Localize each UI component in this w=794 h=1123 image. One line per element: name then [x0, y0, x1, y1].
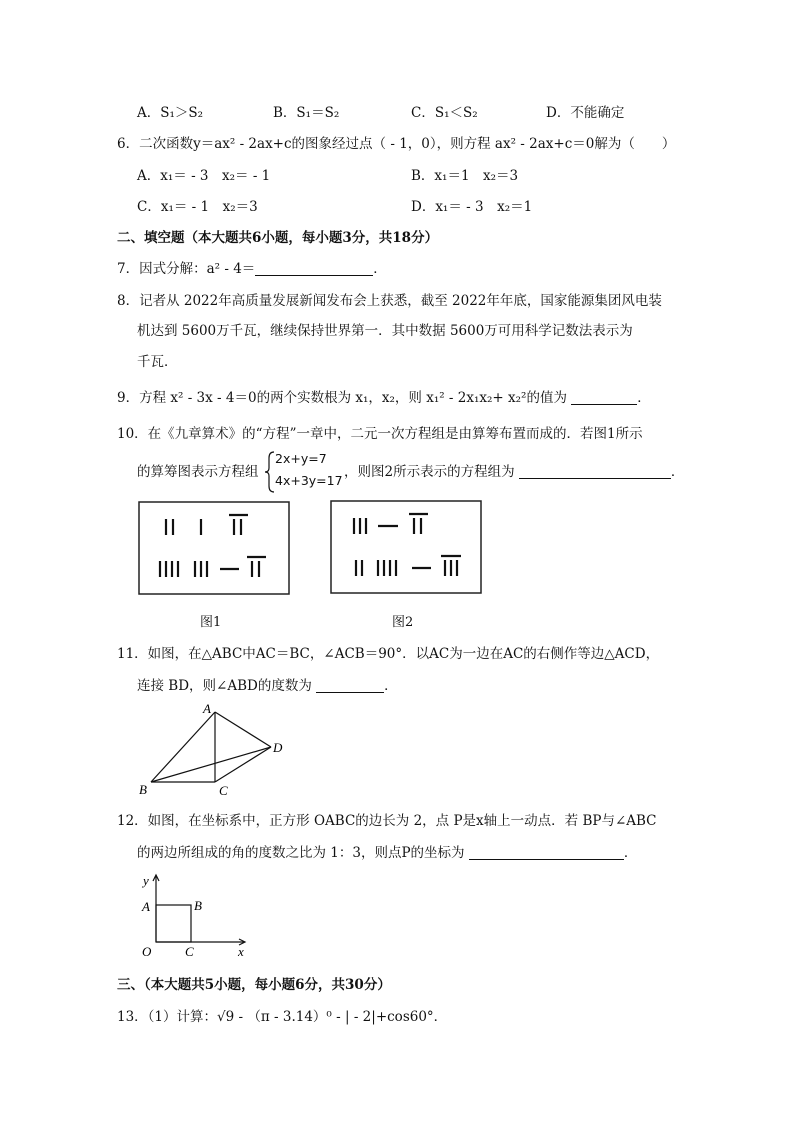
q11-label-c: C: [219, 783, 228, 798]
q10-line-2-pre: 的算筹图表示方程组: [137, 464, 259, 480]
q11-label-a: A: [203, 701, 211, 716]
q5-option-a: A．S₁＞S₂: [137, 105, 204, 121]
q9-answer-blank[interactable]: [571, 390, 637, 405]
q5-option-b: B．S₁＝S₂: [273, 105, 340, 121]
q10-line-1: 10．在《九章算术》的“方程”一章中，二元一次方程组是由算筹布置而成的．若图1所示: [117, 426, 643, 442]
q11-triangle-figure: [135, 700, 295, 798]
section-3-heading: 三、（本大题共5小题，每小题6分，共30分）: [117, 977, 391, 993]
q12-label-b: B: [194, 898, 202, 913]
q12-line-1: 12．如图，在坐标系中，正方形 OABC的边长为 2，点 P是x轴上一动点．若 BP与∠ABC: [117, 813, 657, 829]
figure-2-counting-rods: [330, 500, 482, 594]
q12-line-2-text: 的两边所组成的角的度数之比为 1：3，则点P的坐标为: [137, 845, 469, 861]
q6-option-d: D．x₁＝ - 3 x₂＝1: [411, 199, 533, 215]
q12-label-c: C: [185, 944, 194, 959]
q5-option-c: C．S₁＜S₂: [411, 105, 478, 121]
section-2-heading: 二、填空题（本大题共6小题，每小题3分，共18分）: [117, 230, 439, 246]
q7-answer-blank[interactable]: [255, 261, 373, 276]
q9-stem: 9．方程 x² - 3x - 4＝0的两个实数根为 x₁，x₂，则 x₁² - 2x₁x₂+ x₂²的值为: [117, 390, 572, 406]
figure-2-caption: 图2: [392, 615, 414, 630]
q6-option-b: B．x₁＝1 x₂＝3: [411, 168, 519, 184]
q11-label-b: B: [139, 782, 147, 797]
q8-line-2: 机达到 5600万千瓦，继续保持世界第一．其中数据 5600万可用科学记数法表示为: [137, 323, 633, 339]
q6-option-c: C．x₁＝ - 1 x₂＝3: [137, 199, 258, 215]
q10-line-2-post-text: ，则图2所示表示的方程组为: [344, 464, 519, 480]
q7-stem: 7．因式分解：a² - 4＝: [117, 261, 256, 277]
q12-label-a: A: [142, 899, 150, 914]
q11-label-d: D: [273, 740, 283, 755]
figure-1-counting-rods: [138, 501, 290, 595]
q8-line-3: 千瓦．: [137, 354, 178, 370]
q10-answer-blank[interactable]: [519, 464, 671, 479]
figure-1-caption: 图1: [200, 615, 222, 630]
q9-end: ．: [637, 390, 651, 406]
q12-line-2: [137, 844, 637, 862]
q12-axis-y-label: y: [143, 873, 149, 888]
q7-end: ．: [373, 261, 387, 277]
q12-answer-blank[interactable]: [469, 845, 624, 860]
system-equation-2: 4x+3y=17: [275, 473, 343, 488]
q12-axis-x-label: x: [238, 944, 244, 959]
q12-coordinate-figure: [136, 868, 252, 960]
q6-stem: 6．二次函数y＝ax² - 2ax+c的图象经过点（ - 1，0），则方程 ax² - 2ax+c＝0解为（ ）: [117, 136, 676, 152]
q10-line-2-post: [344, 463, 684, 481]
q13-stem: 13．（1）计算：√9 - （π - 3.14）⁰ - | - 2|+cos60°．: [117, 1009, 448, 1025]
q11-end: ．: [384, 678, 398, 694]
q11-answer-blank[interactable]: [316, 678, 384, 693]
q10-end: ．: [670, 464, 685, 480]
q11-line-1: 11．如图，在△ABC中AC＝BC，∠ACB＝90°．以AC为一边在AC的右侧作等边△ACD，: [117, 646, 660, 662]
q12-end: ．: [623, 845, 638, 861]
q6-option-a: A．x₁＝ - 3 x₂＝ - 1: [137, 168, 271, 184]
q11-line-2-text: 连接 BD，则∠ABD的度数为: [137, 678, 317, 694]
system-equation-1: 2x+y=7: [275, 451, 327, 466]
q8-line-1: 8．记者从 2022年高质量发展新闻发布会上获悉，截至 2022年年底，国家能源集团风电装: [117, 293, 662, 309]
q12-label-o: O: [142, 944, 152, 959]
q7: [117, 260, 387, 278]
q11-line-2: [137, 677, 398, 695]
q5-option-d: D．不能确定: [546, 105, 625, 121]
q9: [117, 389, 651, 407]
